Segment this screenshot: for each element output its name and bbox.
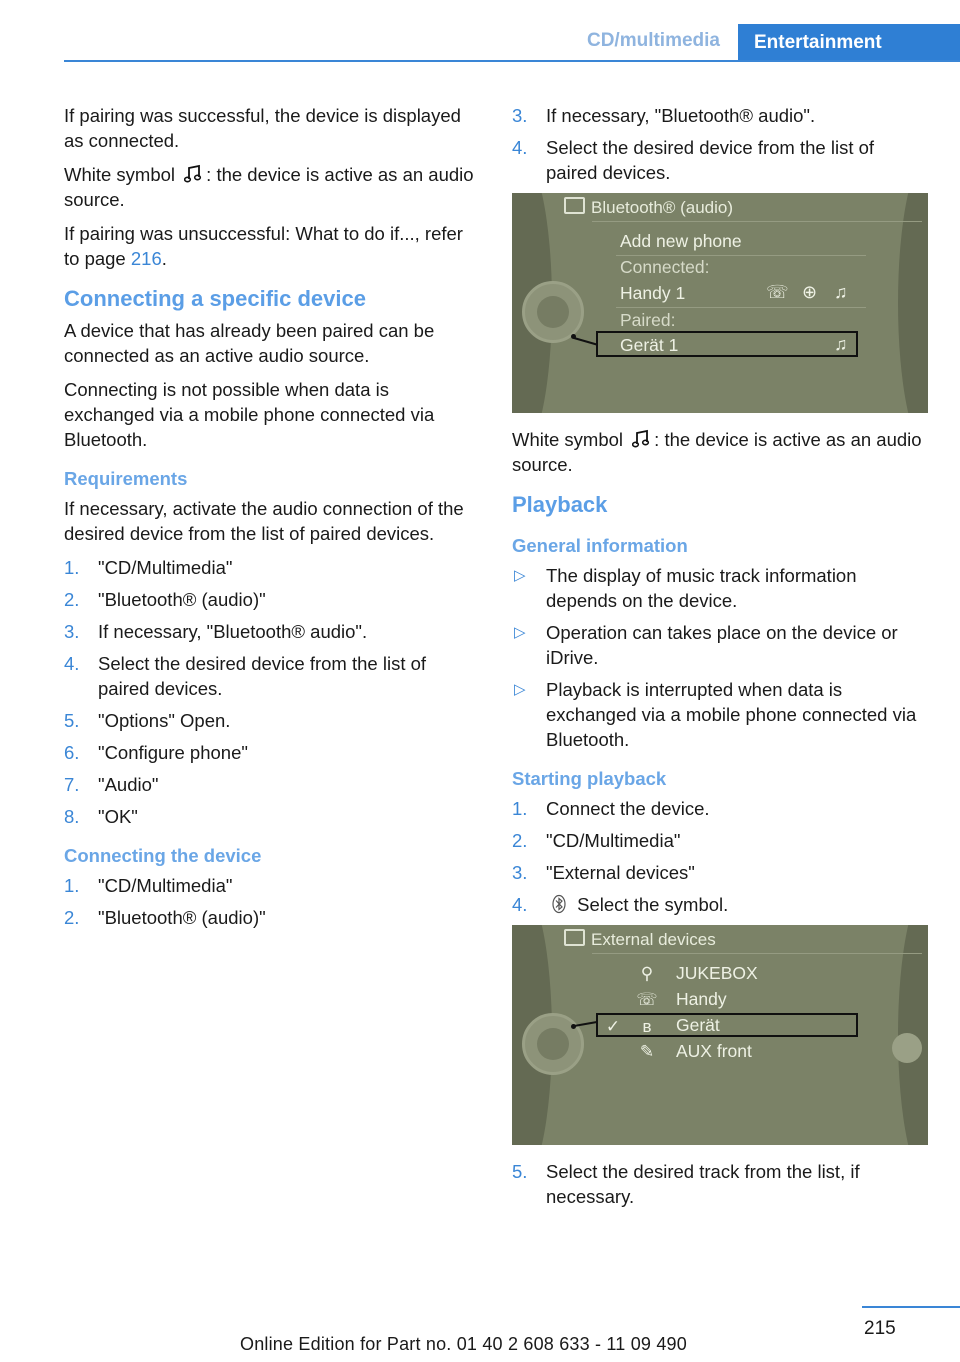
list-item [64,587,482,612]
paragraph-requirements: If necessary, activate the audio connection of the desired device from the list of paired devices. [64,498,464,544]
step-number: 3. [512,105,528,126]
list-item [512,828,928,853]
header-section-title: CD/multimedia [586,30,720,51]
general-information-bullets [512,563,928,752]
step-number: 2. [64,589,80,610]
step-number: 5. [512,1161,528,1182]
menu-aux-front[interactable]: AUX front [676,1041,752,1061]
text: : the device is active as an audio source. [64,164,474,210]
connecting-steps-continued [512,103,928,185]
screen-frame-right [898,193,928,413]
paragraph-white-symbol-right [512,427,928,477]
step-number: 1. [64,875,80,896]
step-number: 2. [64,907,80,928]
step-number: 7. [64,774,80,795]
step-number: 5. [64,710,80,731]
edition-footer: Online Edition for Part no. 01 40 2 608 633 - 11 09 490 [240,1334,687,1354]
requirements-steps [64,555,482,829]
step-number: 2. [512,830,528,851]
list-item [512,892,928,917]
step-number: 1. [64,557,80,578]
phone-icon: ☏ [766,282,789,302]
label-connected: Connected: [620,257,710,277]
step-text: "Bluetooth® (audio)" [98,589,266,610]
list-item [512,860,928,885]
screen-title-text: External devices [591,930,716,949]
list-item [64,772,482,797]
idrive-screen-external-devices [512,925,928,1145]
heading-connecting-specific-device: Connecting a specific device [64,286,366,311]
list-item [64,905,482,930]
footer-rule [862,1306,960,1308]
pointer-line [574,337,598,346]
controller-knob-icon [522,1013,584,1075]
step-text: Select the symbol. [577,894,729,915]
step-number: 3. [64,621,80,642]
heading-general-information: General information [512,535,688,556]
label-paired: Paired: [620,310,676,330]
heading-requirements: Requirements [64,468,188,489]
list-item [64,555,482,580]
step-text: "External devices" [546,862,695,883]
starting-playback-steps-continued [512,1159,928,1209]
list-item [512,796,928,821]
bluetooth-icon: ʙ [642,1017,652,1036]
idrive-screen-bluetooth-audio [512,193,928,413]
step-text: Select the desired track from the list, if necessary. [546,1161,860,1207]
step-number: 8. [64,806,80,827]
usb-icon: ⚲ [640,964,654,983]
menu-icon [564,197,585,214]
step-text: If necessary, "Bluetooth® audio". [546,105,816,126]
music-note-icon: ♫ [834,282,848,302]
step-number: 1. [512,798,528,819]
page-number: 215 [864,1318,896,1339]
pointer-dot [571,334,576,339]
list-item [512,103,928,128]
music-note-icon [632,429,650,449]
header-chapter-tab: Entertainment [738,24,960,62]
step-text: Select the desired device from the list of paired devices. [98,653,427,699]
list-item [64,619,482,644]
step-text: "CD/Multimedia" [98,557,233,578]
paragraph-not-possible: Connecting is not possible when data is exchanged via a mobile phone connected via Bluetooth. [64,379,435,450]
step-text: If necessary, "Bluetooth® audio". [98,621,368,642]
music-note-icon [184,164,202,184]
text: If pairing was unsuccessful: What to do if..., refer to page [64,223,463,269]
step-text: Connect the device. [546,798,710,819]
paragraph-pairing-success: If pairing was successful, the device is displayed as connected. [64,105,461,151]
paragraph-white-symbol [64,162,482,212]
triangle-bullet-icon: ▷ [514,567,526,584]
bluetooth-icon [550,894,568,914]
list-item [64,873,482,898]
list-item [512,677,928,752]
triangle-bullet-icon: ▷ [514,624,526,641]
paragraph-already-paired: A device that has already been paired can be connected as an active audio source. [64,320,435,366]
step-text: "Configure phone" [98,742,248,763]
pointer-dot [571,1024,576,1029]
heading-starting-playback: Starting playback [512,768,667,789]
globe-icon: ⊕ [802,282,818,302]
step-number: 4. [512,894,528,915]
phone-icon: ☏ [636,990,658,1009]
step-text: "Options" Open. [98,710,231,731]
menu-add-new-phone[interactable]: Add new phone [620,231,742,251]
triangle-bullet-icon: ▷ [514,681,526,698]
step-number: 4. [64,653,80,674]
step-number: 4. [512,137,528,158]
list-item [64,804,482,829]
menu-handy-1[interactable]: Handy 1 [620,283,686,303]
header-rule [64,60,960,62]
paragraph-pairing-fail [64,221,482,271]
step-text: "CD/Multimedia" [98,875,233,896]
music-note-icon: ♫ [834,334,848,354]
step-text: Select the desired device from the list of paired devices. [546,137,875,183]
bullet-text: Operation can takes place on the device or iDrive. [546,622,898,668]
connecting-steps [64,873,482,930]
screen-title [564,195,733,220]
step-text: "CD/Multimedia" [546,830,681,851]
screen-title [564,927,716,952]
starting-playback-steps [512,796,928,917]
text: White symbol [64,164,176,185]
list-item [64,708,482,733]
step-number: 3. [512,862,528,883]
screen-title-text: Bluetooth® (audio) [591,198,734,217]
right-control-icon [892,1033,922,1063]
text: : the device is active as an audio source. [512,429,922,475]
heading-connecting-device: Connecting the device [64,845,262,866]
bullet-text: The display of music track information depends on the device. [546,565,857,611]
step-text: "Audio" [98,774,159,795]
right-column [512,103,928,1217]
menu-handy[interactable]: Handy [676,989,727,1009]
list-item [64,651,482,701]
text: . [161,248,167,269]
list-item [512,1159,928,1209]
step-number: 6. [64,742,80,763]
pen-icon: ✎ [639,1042,655,1061]
menu-icon [564,929,585,946]
checkmark-icon: ✓ [605,1017,621,1036]
step-text: "Bluetooth® (audio)" [98,907,266,928]
pointer-line [574,1021,598,1027]
heading-playback: Playback [512,492,608,517]
menu-geraet[interactable]: Gerät [676,1015,720,1035]
menu-jukebox[interactable]: JUKEBOX [676,963,758,983]
bullet-text: Playback is interrupted when data is exchanged via a mobile phone connected via Bluetooth. [546,679,917,750]
menu-geraet-1[interactable]: Gerät 1 [620,335,679,355]
text: White symbol [512,429,624,450]
left-column [64,103,482,938]
step-text: "OK" [98,806,138,827]
list-item [512,563,928,613]
list-item [512,135,928,185]
list-item [512,620,928,670]
list-item [64,740,482,765]
page-link[interactable]: 216 [130,248,162,269]
